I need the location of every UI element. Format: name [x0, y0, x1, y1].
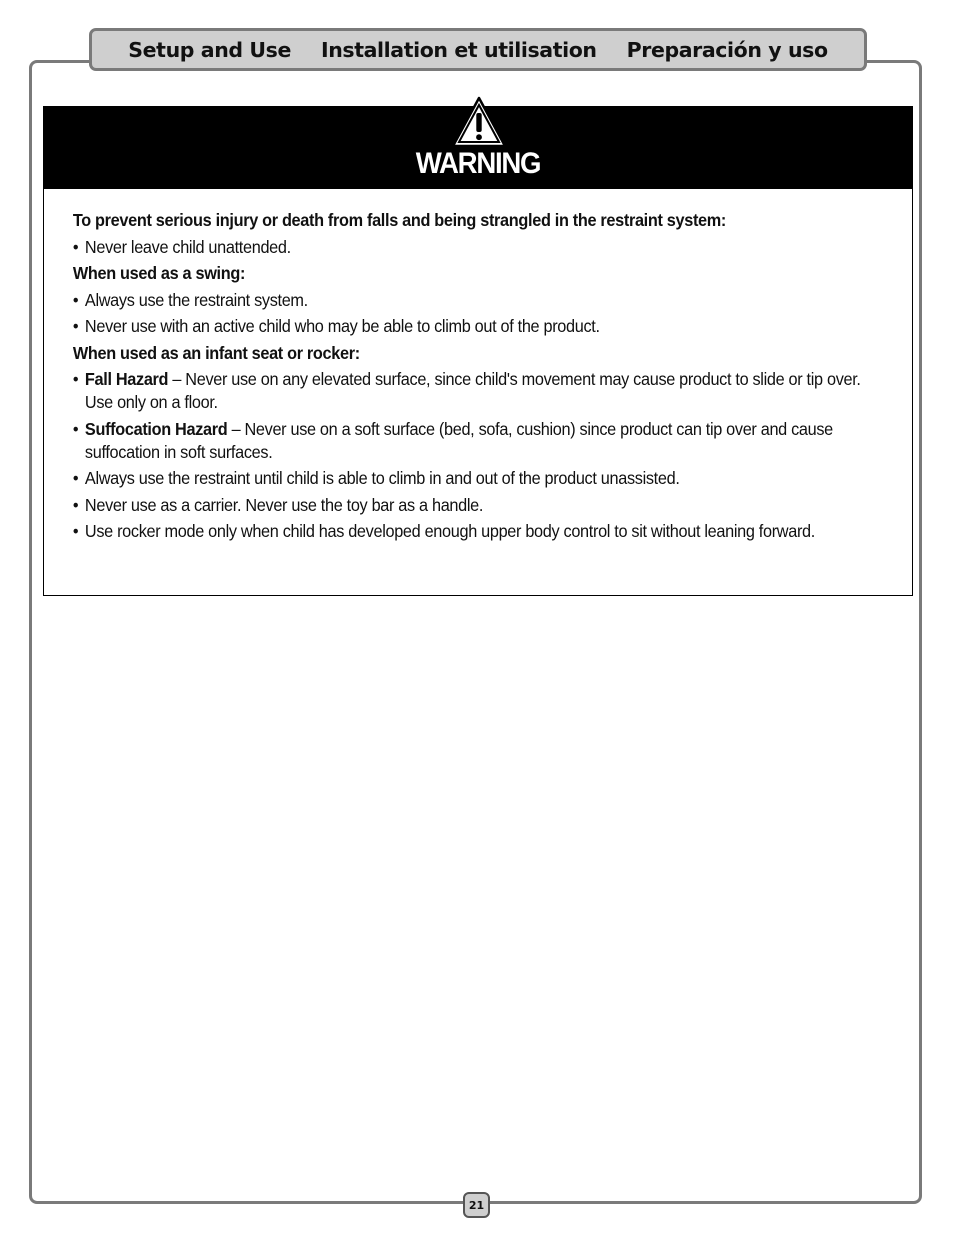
header-title-spanish: Preparación y uso: [626, 37, 828, 62]
list-item-text: Use rocker mode only when child has developed enough upper body control to sit without leaning forward.: [84, 521, 815, 541]
page-number: 21: [463, 1192, 490, 1218]
list-item-text: [85, 418, 863, 464]
hazard-text: – Never use on any elevated surface, since child's movement may cause product to slide or tip over. Use only on a floor.: [84, 369, 861, 412]
bullet-marker: •: [72, 494, 79, 515]
warning-body: [44, 189, 891, 543]
swing-heading: When used as a swing:: [72, 263, 246, 283]
bullet-marker: •: [72, 316, 79, 336]
warning-triangle-icon: [450, 95, 508, 149]
bullet-marker: •: [72, 418, 79, 439]
list-item: [73, 467, 864, 490]
bullet-marker: •: [72, 236, 79, 257]
list-item-text: Always use the restraint system.: [84, 289, 308, 310]
hazard-label: Suffocation Hazard: [84, 418, 228, 439]
section-header-tab: [89, 28, 867, 71]
bullet-marker: •: [72, 369, 79, 389]
bullet-marker: •: [72, 289, 79, 310]
list-item: [73, 315, 864, 338]
list-item: [73, 289, 864, 312]
list-item: [73, 418, 864, 464]
warning-header: [44, 107, 912, 189]
list-item: [73, 236, 864, 259]
bullet-marker: •: [72, 521, 79, 541]
list-item: [73, 520, 864, 543]
list-item-text: [85, 368, 863, 414]
hazard-text: – Never use on a soft surface (bed, sofa, cushion) since product can tip over and cause suffocation in soft surfaces.: [84, 418, 833, 462]
hazard-label: Fall Hazard: [84, 369, 169, 389]
rocker-heading: When used as an infant seat or rocker:: [72, 342, 360, 363]
bullet-marker: •: [72, 468, 79, 488]
list-item-text: Always use the restraint until child is able to climb in and out of the product unassisted.: [84, 468, 680, 488]
warning-lead: To prevent serious injury or death from falls and being strangled in the restraint system:: [72, 210, 727, 230]
warning-title: WARNING: [415, 147, 541, 180]
list-item-text: Never use as a carrier. Never use the toy bar as a handle.: [84, 494, 484, 515]
warning-box: [43, 106, 913, 596]
list-item: [73, 494, 864, 517]
header-title-french: Installation et utilisation: [320, 37, 597, 62]
header-title-english: Setup and Use: [128, 37, 291, 62]
list-item-text: Never use with an active child who may be able to climb out of the product.: [84, 316, 600, 336]
list-item-text: Never leave child unattended.: [84, 236, 291, 257]
list-item: [73, 368, 864, 414]
